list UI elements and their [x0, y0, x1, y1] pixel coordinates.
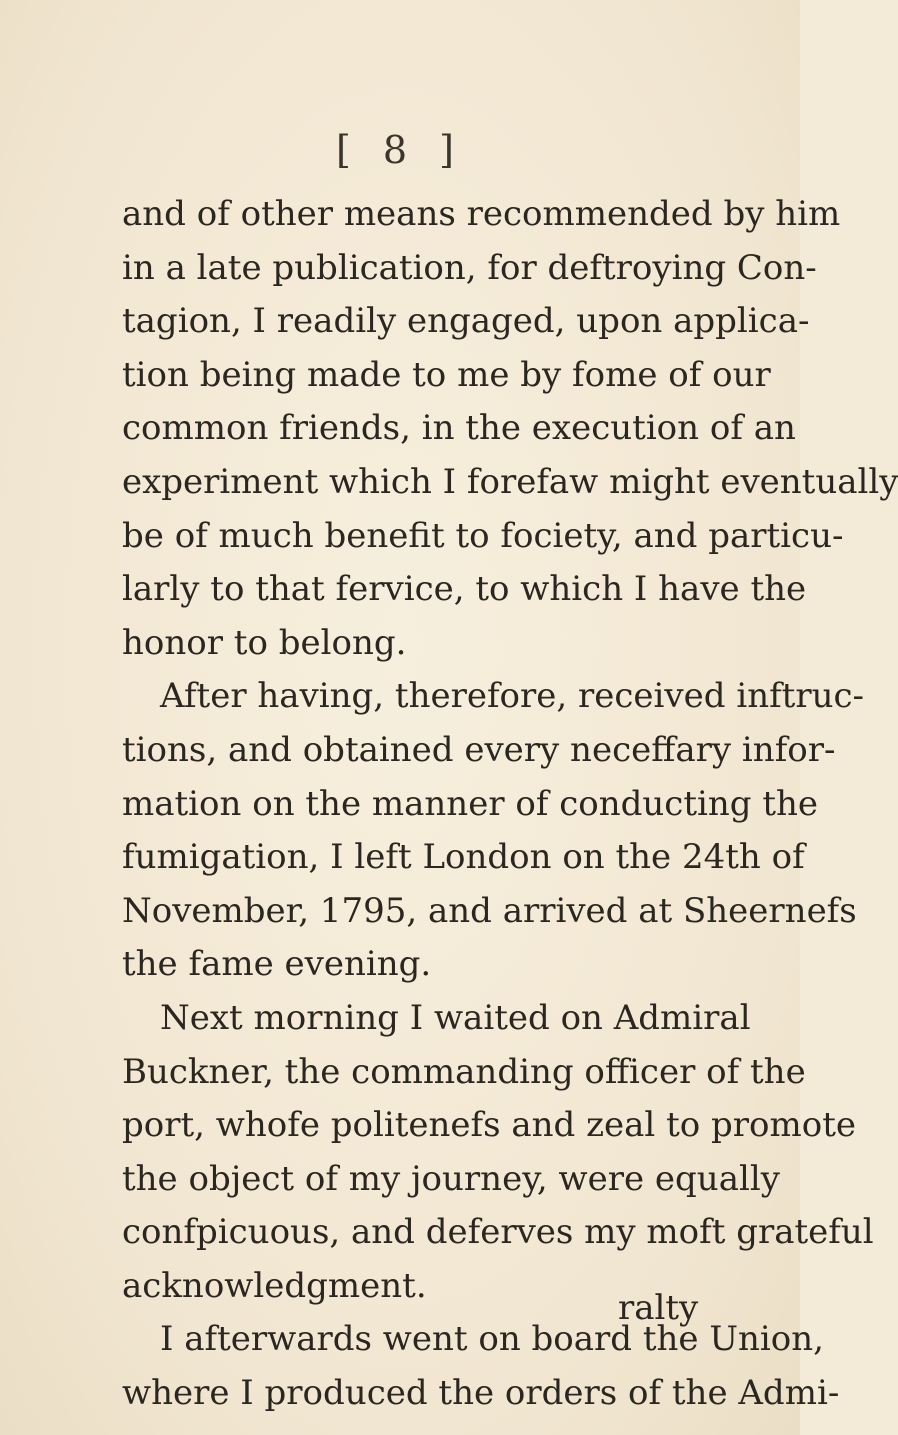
text-line: acknowledgment. [122, 1265, 427, 1306]
body-text [122, 188, 898, 1421]
catchword: ralty [618, 1288, 699, 1328]
text-line: and of other means recommended by him [122, 194, 841, 234]
text-line: the fame evening. [122, 944, 432, 985]
text-line: November, 1795, and arrived at Sheernefs [122, 890, 857, 931]
text-line: in a late publication, for deftroying Con- [122, 247, 817, 288]
text-line: confpicuous, and deferves my moft grateful [122, 1212, 874, 1253]
text-line: larly to that fervice, to which I have the [122, 569, 807, 610]
text-line: tions, and obtained every neceffary infor- [122, 729, 836, 770]
text-line: be of much benefit to fociety, and particu- [122, 515, 844, 556]
text-line: experiment which I forefaw might eventually [122, 461, 898, 502]
text-line: Next morning I waited on Admiral [160, 997, 751, 1038]
text-line: the object of my journey, were equally [122, 1158, 780, 1199]
text-line: tagion, I readily engaged, upon applica- [122, 301, 810, 342]
text-line: tion being made to me by fome of our [122, 354, 771, 395]
text-line: After having, therefore, received inftruc- [160, 676, 865, 717]
text-line: honor to belong. [122, 622, 407, 663]
text-line: where I produced the orders of the Admi- [122, 1373, 840, 1414]
page-number-header: [ 8 ] [336, 128, 464, 172]
text-line: port, whofe politenefs and zeal to promote [122, 1105, 857, 1146]
text-line: common friends, in the execution of an [122, 408, 796, 449]
text-line: fumigation, I left London on the 24th of [122, 837, 805, 878]
text-line: I afterwards went on board the Union, [160, 1319, 824, 1360]
text-line: mation on the manner of conducting the [122, 783, 819, 824]
text-line: Buckner, the commanding officer of the [122, 1051, 806, 1092]
